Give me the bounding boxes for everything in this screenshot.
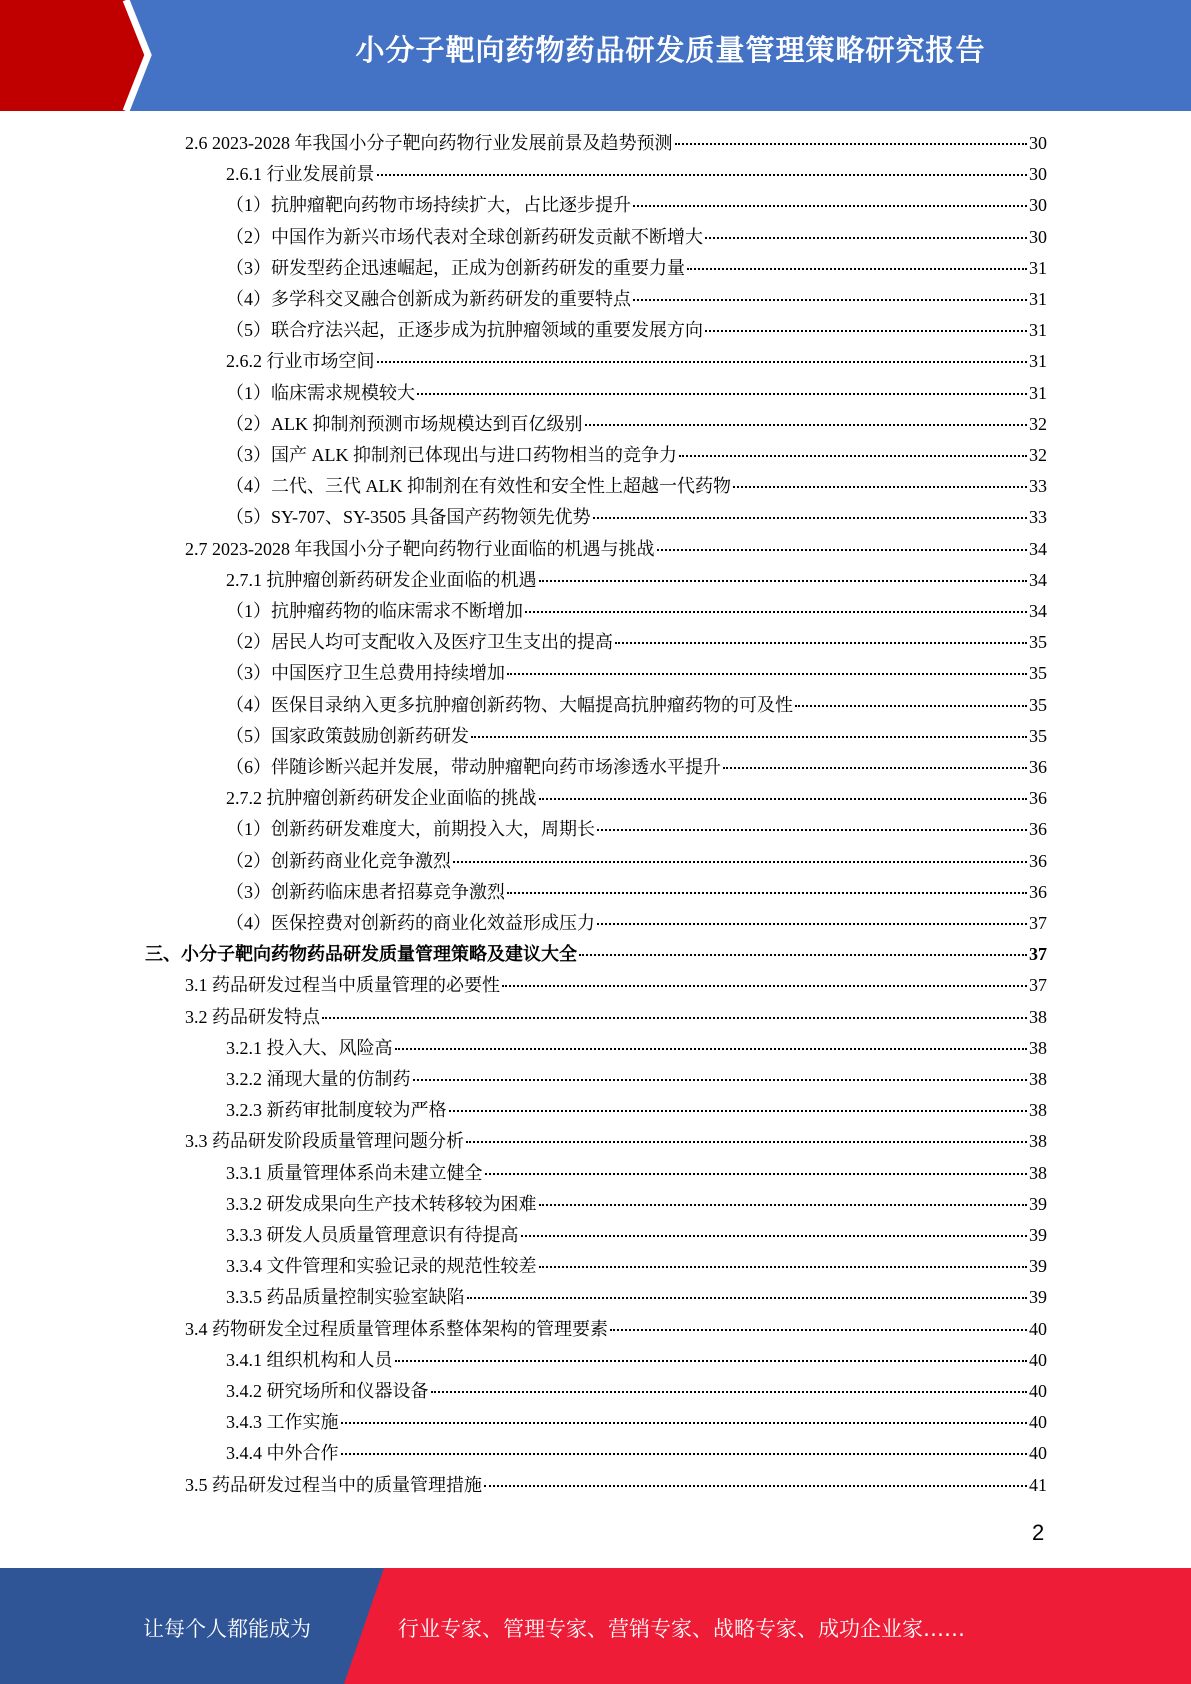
toc-entry[interactable] [226,783,1047,814]
dot-leader [615,641,1027,644]
dot-leader [507,672,1027,675]
toc-entry-page: 32 [1029,445,1047,465]
dot-leader [377,173,1028,176]
toc-entry-title: 3.2 药品研发特点 [185,1006,320,1027]
toc-entry[interactable] [226,877,1047,908]
toc-entry-title: 三、小分子靶向药物药品研发质量管理策略及建议大全 [145,944,577,965]
toc-entry-page: 35 [1029,663,1047,684]
toc-entry-title: （1）创新药研发难度大，前期投入大，周期长 [226,819,595,840]
toc-entry-page: 33 [1029,507,1047,528]
toc-entry-title: 3.3.2 研发成果向生产技术转移较为困难 [226,1193,537,1214]
toc-entry[interactable] [226,1064,1047,1095]
toc-entry-title: （2）创新药商业化竞争激烈 [226,850,451,871]
toc-entry[interactable] [226,502,1047,533]
toc-entry-title: （4）医保目录纳入更多抗肿瘤创新药物、大幅提高抗肿瘤药物的可及性 [226,694,793,715]
report-title: 小分子靶向药物药品研发质量管理策略研究报告 [355,33,986,67]
dot-leader [521,1234,1028,1237]
toc-entry-page: 39 [1029,1193,1047,1214]
dot-leader [633,298,1027,301]
toc-entry-title: 2.6.1 行业发展前景 [226,164,375,185]
dot-leader [539,1265,1028,1268]
dot-leader [795,704,1027,707]
dot-leader [539,797,1028,800]
toc-entry-page: 31 [1029,351,1047,372]
toc-entry[interactable] [226,1376,1047,1407]
toc-entry-page: 35 [1029,694,1047,715]
toc-entry[interactable] [185,534,1047,565]
toc-entry-title: 3.4.3 工作实施 [226,1412,339,1433]
toc-entry-page: 40 [1029,1349,1047,1370]
toc-entry[interactable] [226,846,1047,877]
toc-entry-title: 3.3.4 文件管理和实验记录的规范性较差 [226,1256,537,1277]
toc-entry-title: （5）国家政策鼓励创新药研发 [226,725,469,746]
dot-leader [525,610,1027,613]
toc-entry[interactable] [145,939,1047,970]
dot-leader [341,1452,1028,1455]
toc-entry-page: 36 [1029,788,1047,809]
dot-leader [687,267,1027,270]
toc-entry[interactable] [226,159,1047,190]
dot-leader [610,1328,1027,1331]
dot-leader [322,1016,1027,1019]
toc-entry[interactable] [226,814,1047,845]
toc-entry-title: 2.7.1 抗肿瘤创新药研发企业面临的机遇 [226,569,537,590]
toc-entry-title: （5）联合疗法兴起，正逐步成为抗肿瘤领域的重要发展方向 [226,320,703,341]
toc-entry-title: （3）中国医疗卫生总费用持续增加 [226,663,505,684]
toc-entry-page: 34 [1029,601,1047,621]
toc-entry-title: 3.2.1 投入大、风险高 [226,1037,393,1058]
toc-entry-page: 38 [1029,1131,1047,1152]
toc-entry[interactable] [226,346,1047,377]
toc-entry-title: （1）临床需求规模较大 [226,382,415,403]
dot-leader [395,1359,1028,1362]
toc-entry-page: 32 [1029,413,1047,434]
dot-leader [485,1172,1028,1175]
dot-leader [579,953,1027,956]
toc-entry-title: （1）抗肿瘤靶向药物市场持续扩大，占比逐步提升 [226,195,631,216]
dot-leader [466,1140,1027,1143]
toc-entry-page: 35 [1029,632,1047,653]
toc-entry[interactable] [226,1095,1047,1126]
dot-leader [723,766,1027,769]
toc-entry[interactable] [226,658,1047,689]
toc-entry[interactable] [226,1189,1047,1220]
dot-leader [593,516,1027,519]
toc-entry-title: 3.1 药品研发过程当中质量管理的必要性 [185,975,500,996]
dot-leader [705,236,1027,239]
toc-entry[interactable] [226,315,1047,346]
dot-leader [585,423,1028,426]
toc-entry-title: 3.3.1 质量管理体系尚未建立健全 [226,1162,483,1183]
toc-entry-title: 3.4.2 研究场所和仪器设备 [226,1381,429,1401]
toc-entry[interactable] [226,222,1047,253]
toc-entry-page: 36 [1029,881,1047,902]
toc-entry[interactable] [185,128,1047,159]
toc-entry-page: 41 [1029,1474,1047,1495]
toc-entry-page: 37 [1029,913,1047,933]
dot-leader [633,204,1027,207]
dot-leader [675,142,1028,145]
toc-entry[interactable] [226,1345,1047,1376]
toc-entry-page: 39 [1029,1225,1047,1245]
toc-entry-title: （1）抗肿瘤药物的临床需求不断增加 [226,601,523,621]
footer-slogan-left: 让每个人都能成为 [143,1617,311,1641]
toc-entry-page: 30 [1029,226,1047,247]
dot-leader [449,1109,1028,1112]
toc-entry-page: 38 [1029,1069,1047,1089]
toc-entry-page: 36 [1029,757,1047,777]
toc-entry-title: 3.5 药品研发过程当中的质量管理措施 [185,1474,482,1495]
page-number: 2 [1032,1520,1045,1545]
toc-entry[interactable] [226,471,1047,502]
toc-entry-title: （3）研发型药企迅速崛起，正成为创新药研发的重要力量 [226,257,685,278]
toc-entry[interactable] [226,409,1047,440]
toc-entry[interactable] [185,1126,1047,1157]
toc-entry-page: 39 [1029,1256,1047,1277]
toc-entry-page: 40 [1029,1318,1047,1339]
dot-leader [502,984,1027,987]
toc-entry-page: 31 [1029,382,1047,403]
toc-entry-page: 38 [1029,1037,1047,1058]
toc-entry-page: 38 [1029,1006,1047,1027]
toc-entry[interactable] [226,1033,1047,1064]
toc-entry-title: 3.2.2 涌现大量的仿制药 [226,1069,411,1089]
toc-entry-title: （6）伴随诊断兴起并发展，带动肿瘤靶向药市场渗透水平提升 [226,757,721,777]
toc-entry[interactable] [185,1314,1047,1345]
toc-entry[interactable] [226,1251,1047,1282]
toc-entry-page: 36 [1029,850,1047,871]
toc-entry[interactable] [226,190,1047,221]
dot-leader [539,1203,1028,1206]
toc-entry-title: 3.2.3 新药审批制度较为严格 [226,1100,447,1121]
toc-entry-page: 34 [1029,538,1047,559]
toc-entry-title: （2）ALK 抑制剂预测市场规模达到百亿级别 [226,413,583,434]
toc-entry-title: （4）多学科交叉融合创新成为新药研发的重要特点 [226,289,631,309]
toc-entry-page: 40 [1029,1381,1047,1401]
dot-leader [417,392,1027,395]
dot-leader [597,828,1027,831]
toc-entry-title: （4）二代、三代 ALK 抑制剂在有效性和安全性上超越一代药物 [226,476,731,497]
toc-entry-title: （3）创新药临床患者招募竞争激烈 [226,881,505,902]
toc-entry-page: 34 [1029,569,1047,590]
toc-entry[interactable] [226,752,1047,783]
toc-entry-title: 3.3.5 药品质量控制实验室缺陷 [226,1287,465,1308]
toc-entry[interactable] [226,440,1047,471]
toc-entry[interactable] [226,1407,1047,1438]
toc-entry-page: 31 [1029,257,1047,278]
dot-leader [507,891,1027,894]
toc-entry-page: 30 [1029,133,1047,153]
toc-entry[interactable] [226,596,1047,627]
dot-leader [539,579,1028,582]
footer-slogan-right: 行业专家、管理专家、营销专家、战略专家、成功企业家…… [398,1617,965,1641]
toc-entry[interactable] [185,1470,1047,1501]
toc-entry-page: 40 [1029,1412,1047,1433]
toc-entry-title: （4）医保控费对创新药的商业化效益形成压力 [226,913,595,933]
toc-entry-page: 40 [1029,1443,1047,1464]
toc-entry[interactable] [226,378,1047,409]
dot-leader [705,329,1027,332]
dot-leader [484,1484,1027,1487]
footer-banner [0,1568,1191,1684]
toc-entry[interactable] [226,1158,1047,1189]
toc-entry[interactable] [226,908,1047,939]
report-header [0,0,1191,111]
toc-entry-page: 37 [1029,975,1047,996]
toc-entry-page: 36 [1029,819,1047,840]
toc-entry[interactable] [226,253,1047,284]
toc-entry-page: 33 [1029,476,1047,497]
toc-entry-title: 3.4.4 中外合作 [226,1443,339,1464]
toc-entry-page: 30 [1029,164,1047,185]
dot-leader [341,1421,1028,1424]
dot-leader [657,548,1028,551]
dot-leader [679,454,1027,457]
dot-leader [395,1047,1028,1050]
dot-leader [467,1296,1028,1299]
toc-entry[interactable] [226,627,1047,658]
toc-entry-title: 2.7.2 抗肿瘤创新药研发企业面临的挑战 [226,788,537,809]
dot-leader [453,860,1027,863]
toc-entry-title: （2）中国作为新兴市场代表对全球创新药研发贡献不断增大 [226,226,703,247]
dot-leader [413,1078,1028,1081]
toc-entry-page: 31 [1029,320,1047,341]
toc-entry-title: （5）SY-707、SY-3505 具备国产药物领先优势 [226,507,591,528]
toc-entry[interactable] [226,565,1047,596]
toc-entry-title: 3.3 药品研发阶段质量管理问题分析 [185,1131,464,1152]
toc-entry[interactable] [226,1438,1047,1469]
toc-entry-title: （3）国产 ALK 抑制剂已体现出与进口药物相当的竞争力 [226,445,677,465]
toc-entry-title: 2.7 2023-2028 年我国小分子靶向药物行业面临的机遇与挑战 [185,538,655,559]
toc-entry[interactable] [226,284,1047,315]
toc-entry[interactable] [226,1282,1047,1313]
toc-entry[interactable] [226,721,1047,752]
toc-entry-title: 3.4 药物研发全过程质量管理体系整体架构的管理要素 [185,1318,608,1339]
toc-entry-title: （2）居民人均可支配收入及医疗卫生支出的提高 [226,632,613,653]
dot-leader [471,735,1027,738]
dot-leader [377,360,1028,363]
toc-entry[interactable] [185,970,1047,1001]
toc-entry[interactable] [226,1220,1047,1251]
toc-entry-page: 39 [1029,1287,1047,1308]
dot-leader [431,1390,1028,1393]
dot-leader [597,922,1027,925]
toc-entry-page: 31 [1029,289,1047,309]
toc-entry-title: 2.6 2023-2028 年我国小分子靶向药物行业发展前景及趋势预测 [185,133,673,153]
toc-entry-title: 3.3.3 研发人员质量管理意识有待提高 [226,1225,519,1245]
toc-entry-page: 35 [1029,725,1047,746]
toc-entry[interactable] [185,1002,1047,1033]
toc-entry-title: 2.6.2 行业市场空间 [226,351,375,372]
toc-entry-title: 3.4.1 组织机构和人员 [226,1349,393,1370]
toc-entry-page: 38 [1029,1100,1047,1121]
dot-leader [733,485,1027,488]
toc-entry-page: 38 [1029,1162,1047,1183]
toc-entry-page: 30 [1029,195,1047,216]
toc-entry[interactable] [226,690,1047,721]
toc-entry-page: 37 [1029,944,1047,965]
